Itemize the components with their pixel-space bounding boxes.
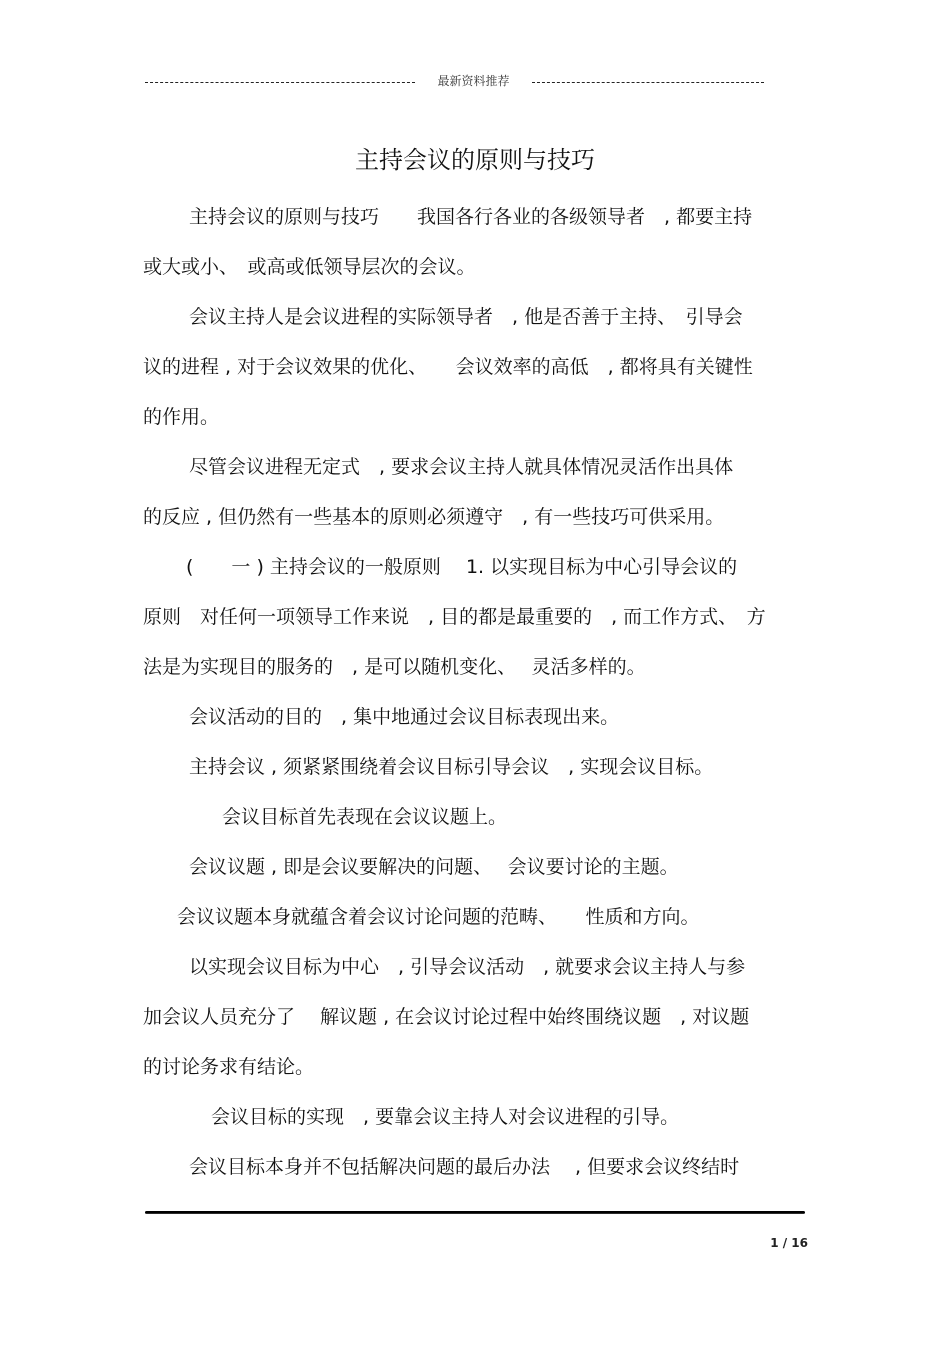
text-line: 法是为实现目的服务的 , 是可以随机变化、 灵活多样的。	[143, 656, 646, 678]
text-line: ( 一 ) 主持会议的一般原则 1. 以实现目标为中心引导会议的	[186, 556, 738, 578]
body-text	[143, 192, 807, 1192]
text-line: 加会议人员充分了 解议题 , 在会议讨论过程中始终围绕议题 , 对议题	[143, 1006, 750, 1028]
header-dashed-line-right	[532, 82, 764, 83]
text-line: 会议议题 , 即是会议要解决的问题、 会议要讨论的主题。	[189, 856, 679, 878]
header-dashed-line-left	[145, 82, 415, 83]
text-line: 会议目标本身并不包括解决问题的最后办法 , 但要求会议终结时	[189, 1156, 740, 1178]
text-line: 议的进程 , 对于会议效果的优化、 会议效率的高低 , 都将具有关键性	[143, 356, 753, 378]
document-title: 主持会议的原则与技巧	[355, 146, 595, 175]
text-line: 会议主持人是会议进程的实际领导者 , 他是否善于主持、 引导会	[189, 306, 743, 328]
text-line: 会议议题本身就蕴含着会议讨论问题的范畴、 性质和方向。	[177, 906, 700, 928]
page-number: 1 / 16	[770, 1236, 808, 1250]
text-line: 会议活动的目的 , 集中地通过会议目标表现出来。	[189, 706, 620, 728]
header-label: 最新资料推荐	[437, 74, 510, 88]
text-line: 会议目标首先表现在会议议题上。	[222, 806, 508, 828]
text-line: 主持会议 , 须紧紧围绕着会议目标引导会议 , 实现会议目标。	[189, 756, 714, 778]
text-line: 或大或小、 或高或低领导层次的会议。	[143, 256, 476, 278]
footer-rule	[145, 1211, 805, 1214]
text-line: 以实现会议目标为中心 , 引导会议活动 , 就要求会议主持人与参	[189, 956, 746, 978]
text-line: 原则 对任何一项领导工作来说 , 目的都是最重要的 , 而工作方式、 方	[143, 606, 766, 628]
text-line: 会议目标的实现 , 要靠会议主持人对会议进程的引导。	[211, 1106, 680, 1128]
text-line: 的反应 , 但仍然有一些基本的原则必须遵守 , 有一些技巧可供采用。	[143, 506, 725, 528]
text-line: 的作用。	[143, 406, 220, 428]
text-line: 主持会议的原则与技巧 我国各行各业的各级领导者 , 都要主持	[189, 206, 753, 228]
text-line: 尽管会议进程无定式 , 要求会议主持人就具体情况灵活作出具体	[189, 456, 734, 478]
text-line: 的讨论务求有结论。	[143, 1056, 315, 1078]
